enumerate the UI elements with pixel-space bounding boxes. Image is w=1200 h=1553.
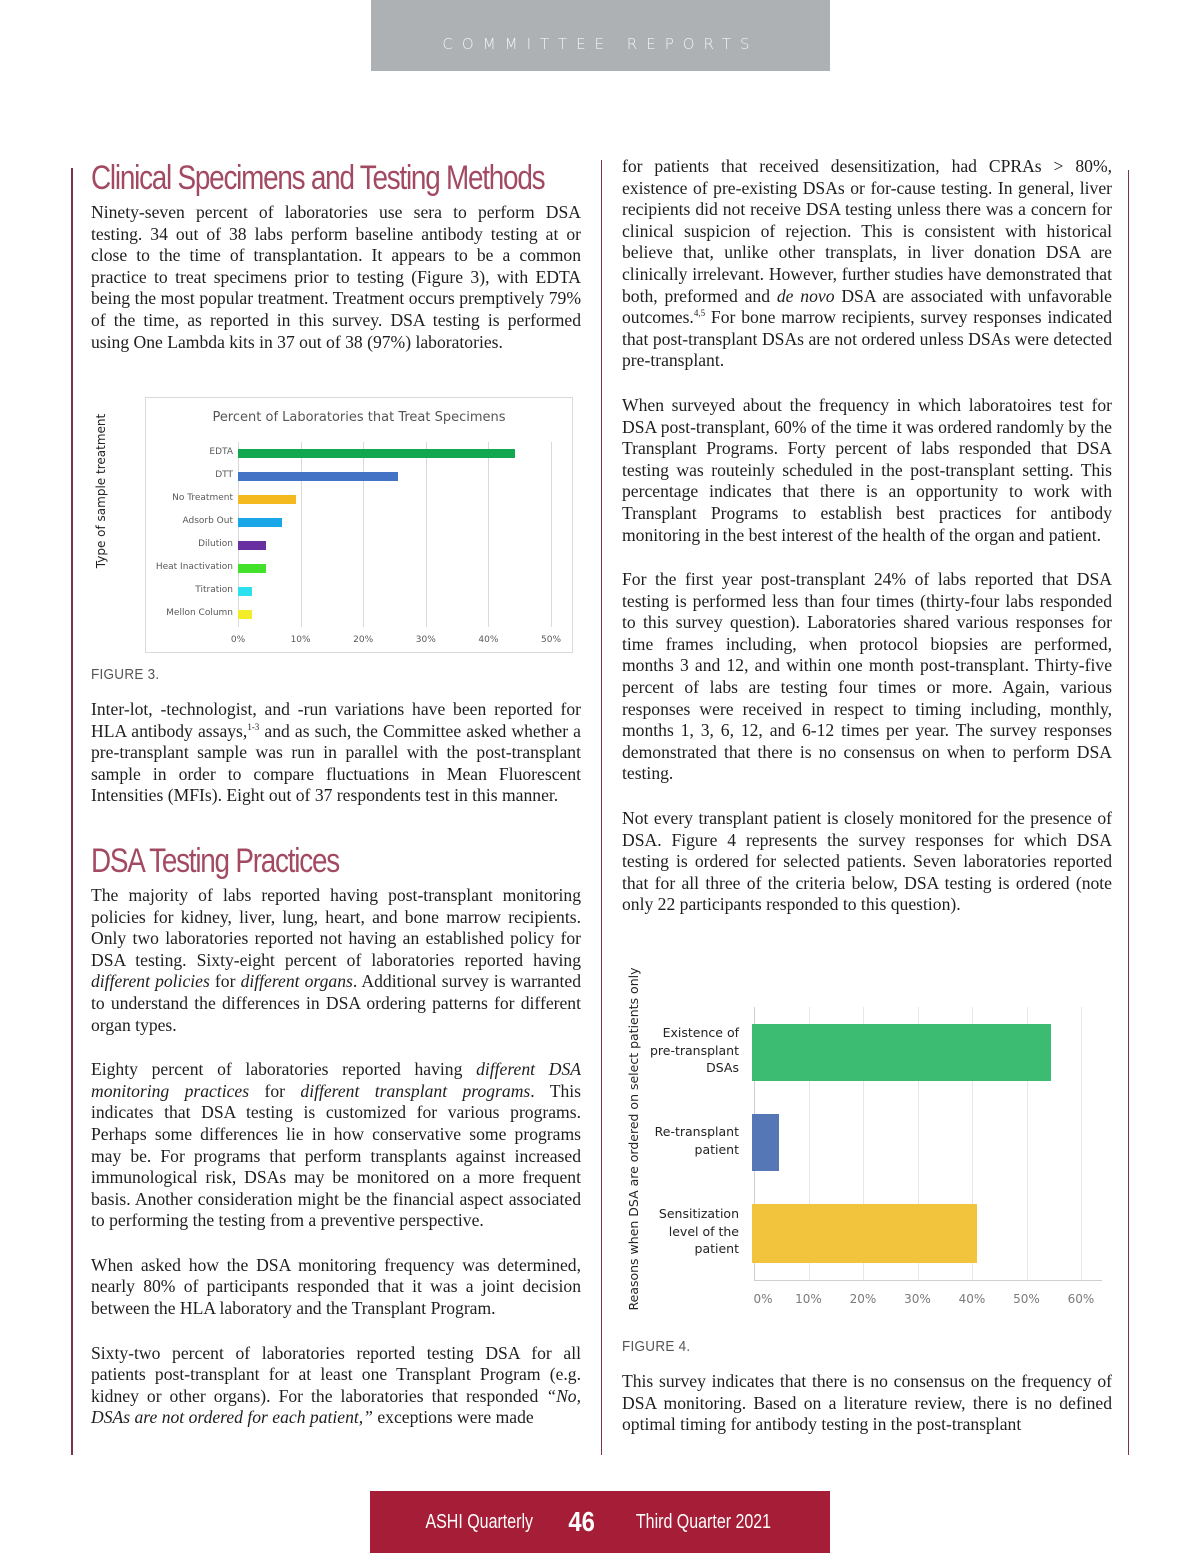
paragraph: [622, 156, 1112, 372]
x-tick: 50%: [540, 635, 562, 645]
plot-area: [155, 442, 562, 645]
bar-edta: [238, 449, 515, 458]
text: Eighty percent of laboratories reported having: [91, 1059, 477, 1080]
banner-text: COMMITTEE REPORTS: [442, 35, 759, 53]
bar-label: DTT: [215, 470, 233, 480]
bar-adsorb-out: [238, 518, 282, 527]
x-tick: 30%: [904, 1292, 931, 1306]
text: Sixty-two percent of laboratories reported testing DSA for all patients post-transplant for at least one Transplant Program (e.g. kidney or other organs). For the laboratories that responded: [91, 1342, 581, 1406]
paragraph: When surveyed about the frequency in which laboratoires test for DSA post-transplant, 60% of the time it was ordered randomly by the Transplant Programs. Forty percent of labs responded that DSA testing was routeinly scheduled in the post-transplant setting. This percentage indicates that there is an opportunity to work with Transplant Programs to establish best practices for antibody monitoring in the best interest of the health of the organ and patient.: [622, 394, 1112, 545]
text: and as such, the Committee asked whether a pre-transplant sample was run in parallel with the post-transplant sample in order to compare fluctuations in Mean Fluorescent Intensities (MFIs). Eight out of 37 respondents test in this manner.: [91, 720, 581, 806]
x-tick: 40%: [478, 635, 499, 645]
x-tick: 40%: [958, 1292, 986, 1306]
citation: 1-3: [247, 721, 260, 732]
paragraph: [91, 699, 581, 807]
y-axis-label: Type of sample treatment: [94, 413, 108, 569]
emphasis: de novo: [776, 285, 835, 306]
category-label: [629, 1024, 739, 1077]
bar-row: [166, 605, 551, 625]
issue-date: Third Quarter 2021: [636, 1510, 772, 1533]
label-line: level of the: [668, 1223, 739, 1239]
bar-row: [198, 536, 551, 556]
x-axis-line: [754, 1280, 1102, 1281]
x-tick: 10%: [290, 635, 311, 645]
emphasis: different policies: [91, 971, 210, 992]
label-line: Existence of: [662, 1025, 739, 1040]
paragraph: Ninety-seven percent of laboratories use sera to perform DSA testing. 34 out of 38 labs perform baseline antibody testing at or close to the time of transplantation. It appears to be a common practice to treat specimens prior to testing (Figure 3), with EDTA being the most popular treatment. Treatment occurs premptively 79% of the time, as reported in this survey. DSA testing is performed using One Lambda kits in 37 out of 38 (97%) laboratories.: [91, 202, 581, 352]
bar-label: EDTA: [209, 447, 233, 457]
figure-3-chart: [94, 396, 576, 658]
bar-label: No Treatment: [172, 493, 233, 503]
bar-mellon-column: [238, 610, 252, 619]
x-tick: 0%: [753, 1292, 773, 1306]
text: For bone marrow recipients, survey responses indicated that post-transplant DSAs are not ordered unless DSAs were detected pre-transplant.: [622, 307, 1112, 371]
emphasis: “No, DSAs are not ordered for each patient,”: [91, 1385, 581, 1428]
emphasis: different organs: [240, 971, 353, 992]
center-column-rule: [601, 160, 602, 1455]
bar-re-transplant-patient: [752, 1114, 779, 1171]
gridline: [551, 442, 552, 627]
right-column: [622, 156, 1112, 916]
bar-row: [195, 582, 551, 602]
page-footer: [370, 1491, 830, 1553]
label-line: Re-transplant: [654, 1124, 739, 1139]
section-heading-clinical-specimens: Clinical Specimens and Testing Methods: [91, 159, 545, 197]
text: Inter-lot, -technologist, and -run variations have been reported for HLA antibody assays,: [91, 699, 581, 741]
bar-label: Dilution: [198, 539, 233, 549]
y-axis-label: Reasons when DSA are ordered on select patients only: [626, 967, 641, 1311]
left-column-continued: [91, 666, 581, 1429]
publication-name: ASHI Quarterly: [425, 1510, 533, 1533]
text: DSA are associated with unfavorable outcomes.: [622, 285, 1112, 328]
x-tick: 10%: [795, 1292, 822, 1306]
paragraph: Not every transplant patient is closely monitored for the presence of DSA. Figure 4 represents the survey responses for which DSA testing is ordered for selected patients. Seven laboratories reported that for all three of the criteria below, DSA testing is ordered (note only 22 participants responded to this question).: [622, 808, 1112, 915]
figure-3-caption: FIGURE 3.: [91, 666, 160, 683]
emphasis: different transplant programs: [300, 1080, 531, 1101]
bar-label: Heat Inactivation: [155, 562, 233, 572]
left-column-rule: [71, 168, 73, 1455]
text: . This indicates that DSA testing is customized for various programs. Perhaps some differences lie in how conservative some programs may be. For programs that perform transplants against increased immunological risk, DSAs may be monitored on a more frequent basis. Another consideration might be the financial aspect associated to performing the testing from a preventive perspective.: [91, 1080, 581, 1231]
bar-dtt: [238, 472, 398, 481]
x-tick: 60%: [1067, 1292, 1095, 1306]
figure-4-caption: FIGURE 4.: [622, 1338, 691, 1355]
figure-4-chart: [620, 962, 1110, 1322]
bar-row: [215, 467, 551, 487]
bar-label: Adsorb Out: [182, 516, 233, 526]
chart-frame: [145, 397, 573, 653]
label-line: patient: [694, 1141, 739, 1157]
gridline: [1081, 1007, 1082, 1280]
text: . Additional survey is warranted to understand the differences in DSA ordering patterns for different organ types.: [91, 971, 581, 1035]
paragraph: This survey indicates that there is no consensus on the frequency of DSA monitoring. Based on a literature review, there is no defined optimal timing for antibody testing in the post-transplant: [622, 1371, 1112, 1435]
bar-heat-inactivation: [238, 564, 266, 573]
bar-row: [155, 559, 551, 579]
category-label: [629, 1205, 739, 1258]
bar-titration: [238, 587, 252, 596]
text: for patients that received desensitization, had CPRAs > 80%, existence of pre-existing DSAs or for-cause testing. In general, liver recipients did not receive DSA testing unless there was a concern for clinical suspicion of rejection. This is consistent with historical believe that, unlike other transplats, in liver donation DSA are clinically irrelevant. However, further studies have demonstrated that both, preformed and: [622, 156, 1112, 306]
text: The majority of labs reported having post-transplant monitoring policies for kidney, liver, lung, heart, and bone marrow recipients. Only two laboratories reported not having an established policy for DSA testing. Sixty-eight percent of laboratories reported having: [91, 884, 581, 970]
label-line: pre-transplant: [649, 1042, 739, 1058]
text: for: [209, 971, 241, 992]
paragraph: [91, 885, 581, 1036]
x-tick: 30%: [415, 635, 436, 645]
bar-label: Titration: [195, 585, 233, 595]
paragraph: When asked how the DSA monitoring frequency was determined, nearly 80% of participants responded that it was a joint decision between the HLA laboratory and the Transplant Program.: [91, 1254, 581, 1319]
bar-label: Mellon Column: [166, 608, 233, 618]
x-tick: 50%: [1013, 1292, 1040, 1306]
category-label: [629, 1123, 739, 1158]
plot-area: [649, 1007, 1095, 1306]
x-tick: 20%: [849, 1292, 877, 1306]
bar-row: [209, 444, 551, 464]
right-column-rule: [1128, 170, 1129, 1455]
bar-dilution: [238, 541, 266, 550]
label-line: DSAs: [706, 1060, 739, 1075]
paragraph: [91, 1343, 581, 1429]
label-line: Sensitization: [658, 1206, 739, 1221]
section-heading-dsa-testing-practices: DSA Testing Practices: [91, 841, 339, 880]
text: for: [249, 1080, 301, 1101]
page-number: 46: [568, 1506, 595, 1537]
paragraph: [91, 1059, 581, 1232]
x-tick: 0%: [230, 635, 246, 645]
left-column: [91, 156, 581, 353]
bar-row: [182, 513, 551, 533]
section-banner: [371, 0, 830, 71]
citation: 4,5: [693, 308, 706, 319]
chart-title: Percent of Laboratories that Treat Specimens: [212, 410, 506, 425]
bar-row: [172, 490, 551, 510]
bar-sensitization-level: [752, 1204, 977, 1263]
emphasis: different DSA monitoring practices: [91, 1059, 582, 1101]
bar-existence-pre-transplant-dsas: [752, 1024, 1051, 1081]
paragraph: For the first year post-transplant 24% of labs reported that DSA testing is performed less than four times (thirty-four labs responded to this survey question). Laboratories shared various responses for time frames including, when protocol biopsies are performed, months 3 and 12, and within one month post-transplant. Thirty-five percent of labs are testing four times or more. Again, various responses were received in respect to timing including, monthly, months 1, 3, 6, 12, and 6-12 times per year. The survey responses demonstrated that there is no consensus on when to perform DSA testing.: [622, 569, 1112, 784]
x-tick: 20%: [353, 635, 374, 645]
bar-no-treatment: [238, 495, 296, 504]
right-column-continued: [622, 1338, 1112, 1436]
label-line: patient: [694, 1241, 739, 1256]
text: exceptions were made: [372, 1407, 534, 1428]
